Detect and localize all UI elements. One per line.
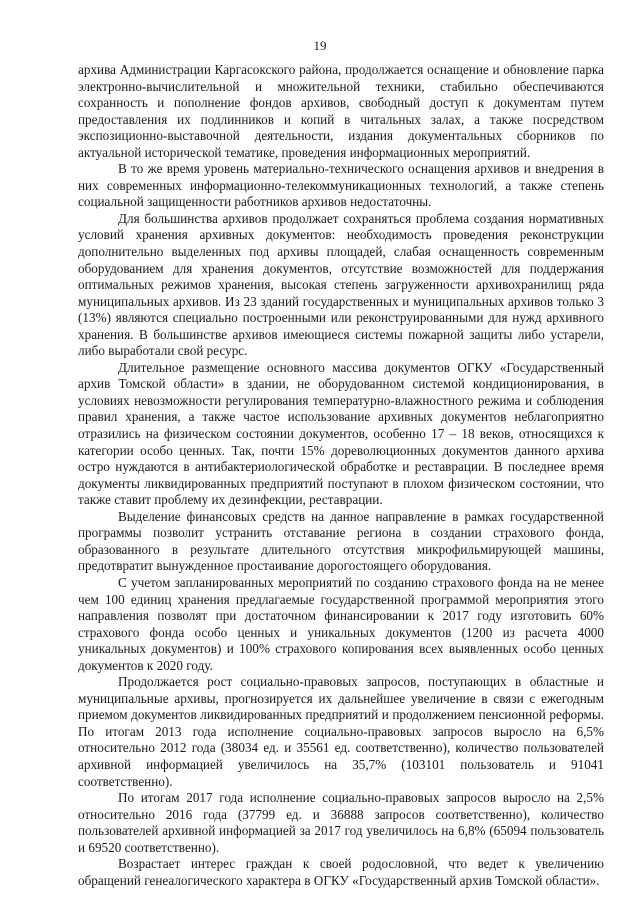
paragraph-tomsk-archive-conditions: Длительное размещение основного массива документов ОГКУ «Государственный архив Томской области» в здании, не оборудованном системой кондиционирования, в условиях невозможности регулирования температурно-влажностного режима и соблюдения правил хранения, а также частое использование архивных документов неблагоприятно отразились на физическом состоянии документов, особенно 17 – 18 веков, относящихся к категории особо ценных. Так, почти 15% дореволюционных документов данного архива остро нуждаются в антибактериологической обработке и реставрации. В последнее время документы ликвидированных предприятий поступают в плохом физическом состоянии, что также ставит проблему их дезинфекции, реставрации. bbox=[78, 359, 604, 508]
paragraph-archive-equipment: архива Администрации Каргасокского района, продолжается оснащение и обновление парка электронно-вычислительной и множительной техники, стабильно обеспечиваются сохранность и пополнение фондов архивов, свободный доступ к документам путем предоставления их подлинников и копий в читальных залах, а также посредством экспозиционно-выставочной деятельности, издания документальных сборников по актуальной исторической тематике, проведения информационных мероприятий. bbox=[78, 62, 604, 160]
page-number: 19 bbox=[313, 38, 327, 53]
paragraph-social-legal-queries-2017: По итогам 2017 года исполнение социально-правовых запросов выросло на 2,5% относительно 2016 года (37799 ед. и 36888 запросов соответственно), количество пользователей архивной информацией за 2017 год увеличилось на 6,8% (65094 пользователь и 69520 соответственно). bbox=[78, 790, 604, 855]
paragraph-storage-problems: Для большинства архивов продолжает сохраняться проблема создания нормативных условий хранения архивных документов: необходимость проведения реконструкции дополнительно выделенных под архивы площадей, слабая оснащенность современным оборудованием для хранения документов, отсутствие возможностей для поддержания оптимальных режимов хранения, высокая степень загруженности архивохранилищ ряда муниципальных архивов. Из 23 зданий государственных и муниципальных архивов только 3 (13%) являются специально построенными или реконструированными для нужд архивного хранения. В большинстве архивов имеющиеся системы пожарной защиты либо устарели, либо выработали свой ресурс. bbox=[78, 210, 604, 359]
paragraph-genealogy-interest: Возрастает интерес граждан к своей родословной, что ведет к увеличению обращений генеалогического характера в ОГКУ «Государственный архив Томской области». bbox=[78, 856, 604, 888]
paragraph-technical-level: В то же время уровень материально-технического оснащения архивов и внедрения в них современных информационно-телекоммуникационных технологий, а также степень социальной защищенности работников архивов недостаточны. bbox=[78, 161, 604, 210]
page-body bbox=[78, 62, 604, 889]
paragraph-insurance-fund: С учетом запланированных мероприятий по созданию страхового фонда на не менее чем 100 единиц хранения предлагаемые государственной программой мероприятия этого направления позволят при достаточном финансировании к 2017 году изготовить 60% страхового фонда особо ценных и уникальных документов (1200 из расчета 4000 уникальных документов) и 100% страхового копирования всех выявленных особо ценных документов к 2020 году. bbox=[78, 574, 604, 673]
paragraph-social-legal-queries-2013: Продолжается рост социально-правовых запросов, поступающих в областные и муниципальные архивы, прогнозируется их дальнейшее увеличение в связи с ежегодным приемом документов ликвидированных предприятий и продолжением пенсионной реформы. По итогам 2013 года исполнение социально-правовых запросов выросло на 6,5% относительно 2012 года (38034 ед. и 35561 ед. соответственно), количество пользователей архивной информацией увеличилось на 35,7% (103101 пользователь и 91041 соответственно). bbox=[78, 674, 604, 789]
paragraph-funding: Выделение финансовых средств на данное направление в рамках государственной программы позволит устранить отставание региона в создании страхового фонда, образованного в результате длительного отсутствия микрофильмирующей машины, предотвратит вынужденное простаивание дорогостоящего оборудования. bbox=[78, 508, 604, 574]
